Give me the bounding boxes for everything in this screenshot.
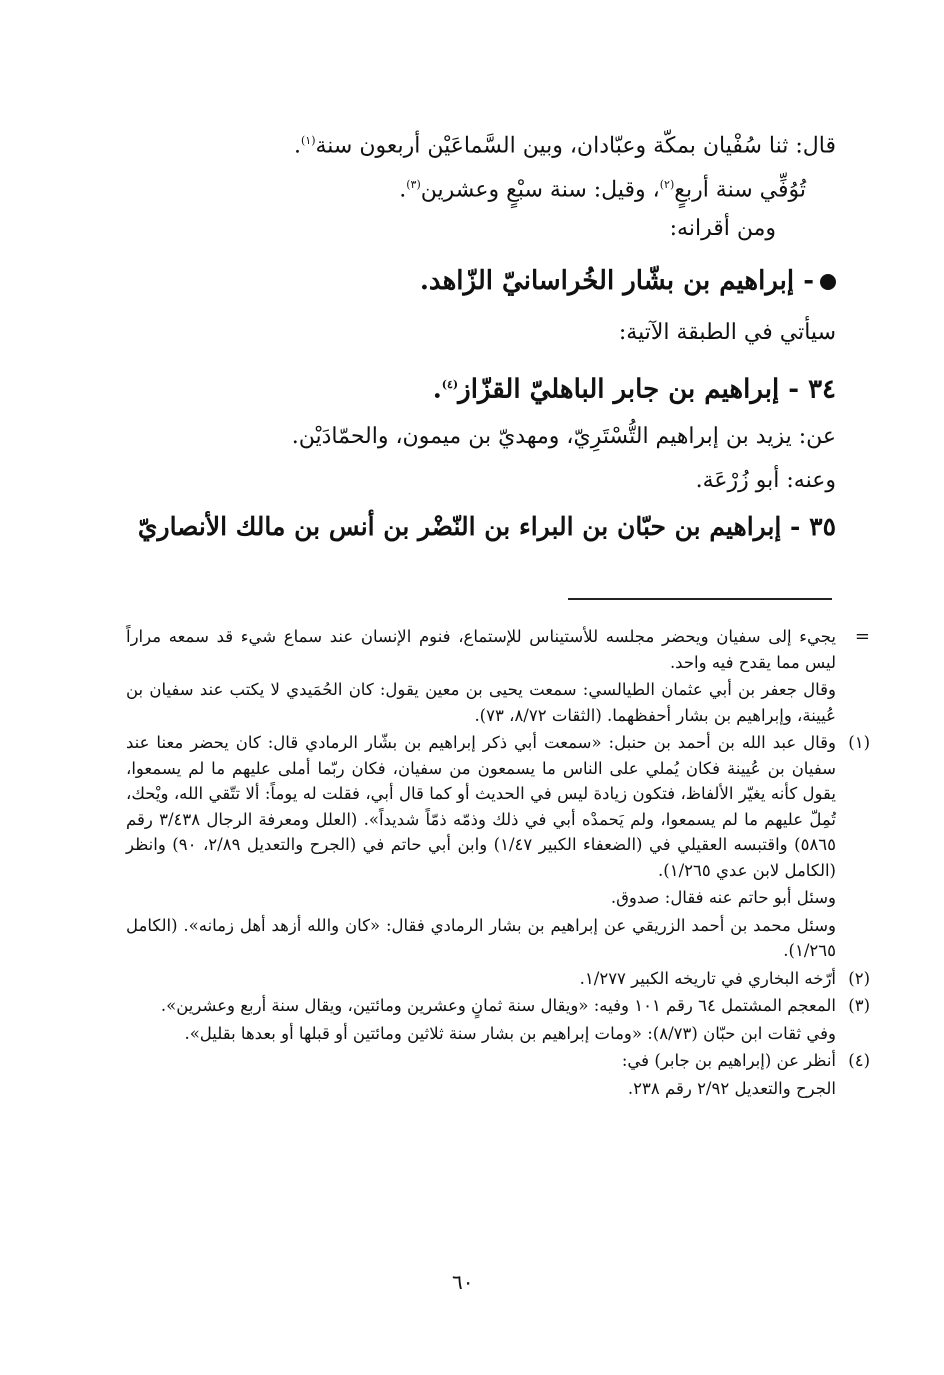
footnote-cont-p2: وقال جعفر بن أبي عثمان الطيالسي: سمعت يحيى بن معين يقول: كان الحُمَيدي لا يكتب عند سفيان بن عُيينة، وإبراهيم بن بشار أحفظهما. (الثقات ٨/٧٢، ٧٣). [126,680,836,725]
footnote-ref-4[interactable]: (٤) [441,378,459,391]
footnote-1-number: (١) [848,733,870,752]
main-line-1-end: . [293,133,301,159]
footnote-continuation [126,624,870,675]
footnote-3 [126,993,870,1019]
main-line-2 [399,170,806,205]
page-number: ٦٠ [452,1270,474,1294]
main-line-2-text-b: ، وقيل: سنة سبْعٍ وعشرين [420,177,660,203]
footnote-ref-3[interactable]: (٣) [406,178,421,191]
main-line-1-text: قال: ثنا سُفْيان بمكّة وعبّادان، وبين السَّماعَيْن أربعون سنة [315,133,836,159]
main-line-8: وعنه: أبو زُرْعَة. [695,468,836,493]
footnote-separator [568,598,832,600]
footnote-2-number: (٢) [848,968,870,988]
entry-34-text: ٣٤ - إبراهيم بن جابر الباهليّ القزّاز [458,374,836,405]
main-line-2-text-a: تُوُفِّي سنة أربعٍ [674,177,806,203]
footnote-4-number: (٤) [848,1051,870,1070]
footnote-2-text: أرّخه البخاري في تاريخه الكبير ١/٢٧٧. [579,968,836,988]
footnote-ref-1[interactable]: (١) [300,134,316,147]
footnote-4-p1: أنظر عن (إبراهيم بن جابر) في: [621,1051,836,1070]
footnote-1 [126,730,870,883]
main-line-3: ومن أقرانه: [669,216,776,241]
footnote-ref-2[interactable]: (٢) [659,178,675,191]
entry-34-heading [433,370,836,405]
footnotes [126,624,870,1103]
entry-bullet-text: - إبراهيم بن بشّار الخُراسانيّ الزّاهد. [419,266,814,296]
entry-35-heading: ٣٥ - إبراهيم بن حبّان بن البراء بن النّضْر بن أنس بن مالك الأنصاريّ [137,512,836,541]
entry-bullet-ibrahim-bashar [420,266,836,296]
footnote-3-p2: وفي ثقات ابن حبّان (٨/٧٣): «ومات إبراهيم بن بشار سنة ثلاثين ومائتين أو قبلها أو بعدها بقليل». [184,1023,836,1043]
entry-34-end: . [432,374,442,405]
footnote-4 [126,1048,870,1074]
footnote-3-p1: المعجم المشتمل ٦٤ رقم ١٠١ وفيه: «ويقال سنة ثمانٍ وعشرين ومائتين، ويقال سنة أربع وعشرين». [160,996,836,1015]
main-line-5: سيأتي في الطبقة الآتية: [618,320,836,345]
main-line-7: عن: يزيد بن إبراهيم التُّسْتَرِيّ، ومهديّ بن ميمون، والحمّادَيْن. [291,424,836,449]
bullet-icon [820,274,836,290]
continuation-mark: = [854,626,870,647]
footnote-1-p3: وسئل محمد بن أحمد الزريقي عن إبراهيم بن بشار الرمادي فقال: «كان والله أزهد أهل زمانه». (الكامل ١/٢٦٥). [126,915,836,960]
footnote-cont-p1: يجيء إلى سفيان ويحضر مجلسه للأستيناس للإستماع، فنوم الإنسان عند سماع شيء قد سمعه مراراً ليس مما يقدح فيه واحد. [126,627,836,672]
footnote-4-p2: الجرح والتعديل ٢/٩٢ رقم ٢٣٨. [627,1078,836,1098]
footnote-2 [126,966,870,992]
footnote-3-number: (٣) [848,996,870,1015]
main-line-2-end: . [399,177,407,203]
footnote-1-p1: وقال عبد الله بن أحمد بن حنبل: «سمعت أبي ذكر إبراهيم بن بشّار الرمادي قال: كان يحضر معنا عند سفيان بن عُيينة فكان يُملي على الناس ما يسمعون من سفيان، فكان ربّما أملى عليهم ما لم يسمعوا، يقول كأنه يغيّر الألفاظ، فتكون زيادة ليس في الحديث أو كما قال أبي، فقلت له يوماً: ألا تتّقي الله، ويْحك، تُمِلّ عليهم ما لم يسمعوا، ولم يَحمدْه أبي في ذلك وذمّه ذمّاً شديداً». (العلل ومعرفة الرجال ٣/٤٣٨ رقم ٥٨٦٥) واقتبسه العقيلي في (الضعفاء الكبير ١/٤٧) وابن أبي حاتم في (الجرح والتعديل ٢/٨٩، ٩٠) وانظر (الكامل لابن عدي ١/٢٦٥). [126,733,837,880]
footnote-1-p2: وسئل أبو حاتم عنه فقال: صدوق. [610,888,836,907]
main-line-1 [294,126,836,161]
